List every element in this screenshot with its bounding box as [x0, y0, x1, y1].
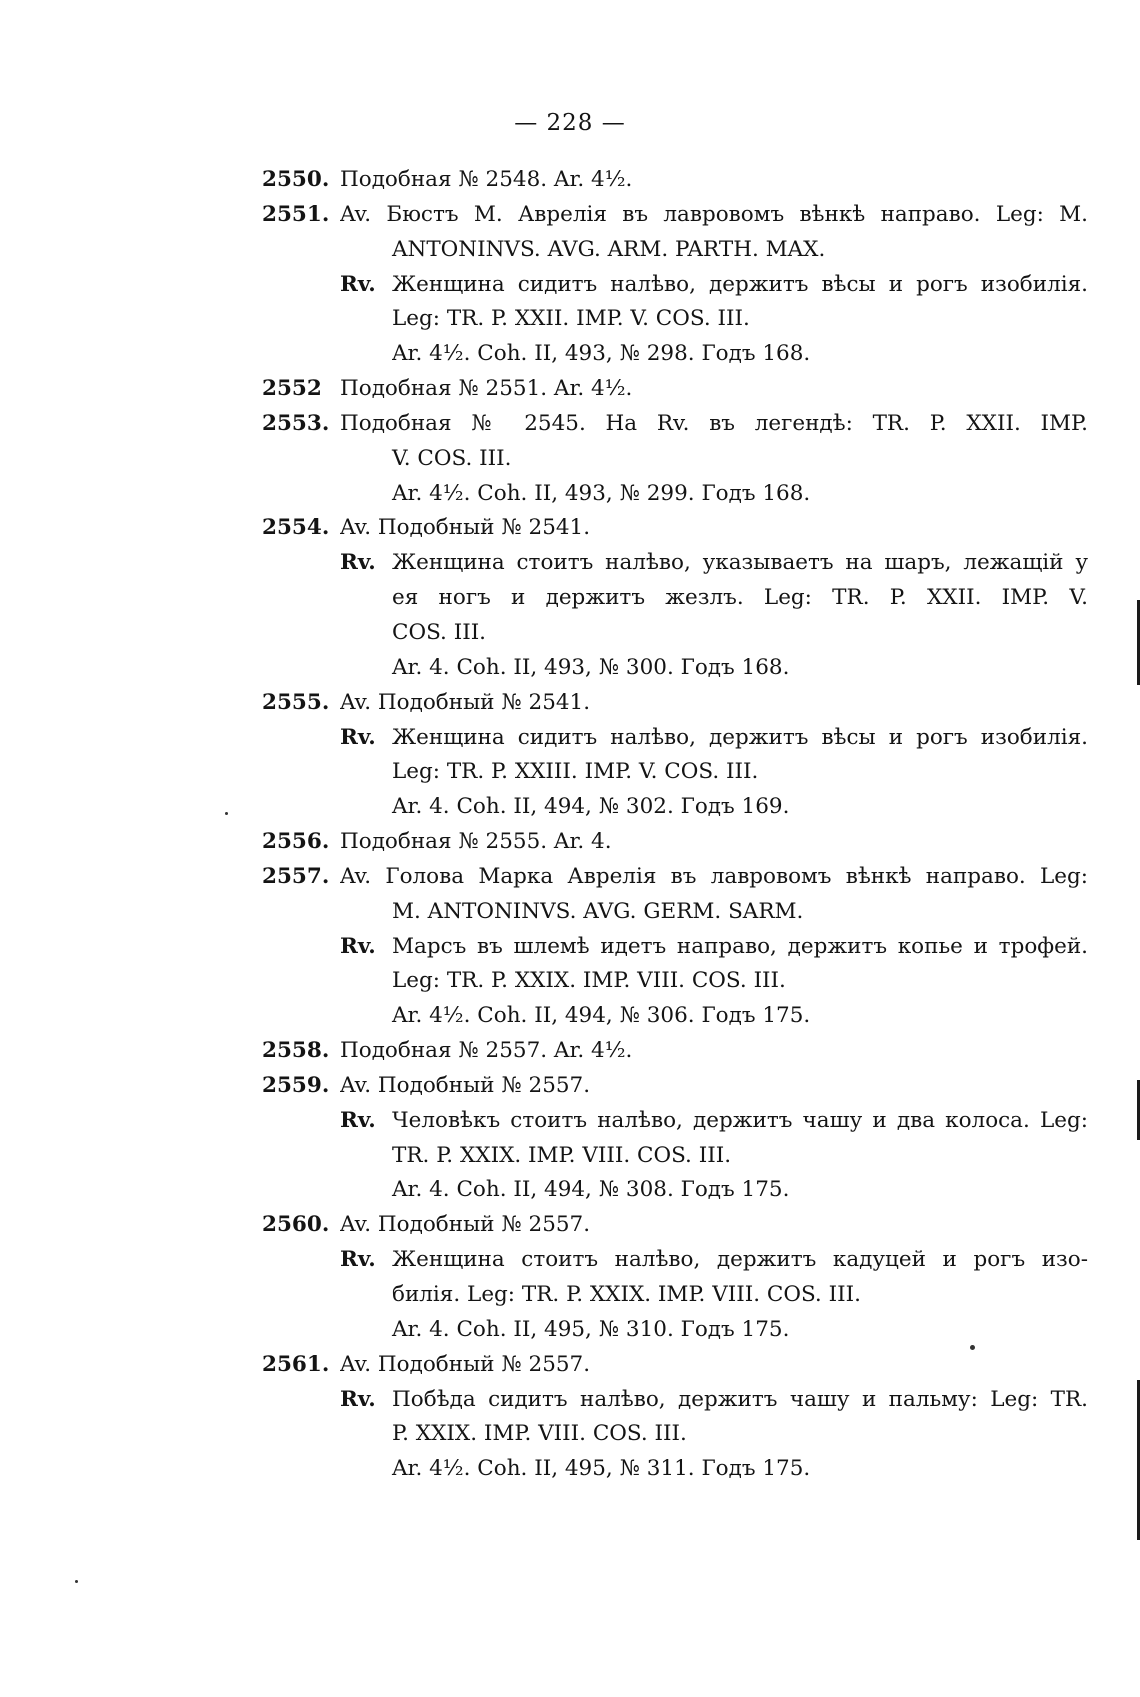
entry-number: 2561.: [262, 1351, 330, 1377]
entry-first-line: [262, 1034, 1088, 1069]
entry-number: 2558.: [262, 1038, 330, 1064]
entry-side-line: [262, 1104, 1088, 1139]
entry-continuation-line: ея ногъ и держитъ жезлъ. Leg: TR. P. XXII. IMP. V.: [392, 585, 1088, 611]
entry-first-line: [262, 198, 1088, 233]
side-label: Rv.: [340, 550, 376, 576]
side-label: Rv.: [340, 933, 376, 959]
entry-continuation-line: Ar. 4. Coh. II, 495, № 310. Годъ 175.: [392, 1316, 790, 1342]
catalogue-entry: [262, 1069, 1088, 1208]
entry-continuation-line: Ar. 4. Coh. II, 493, № 300. Годъ 168.: [392, 654, 790, 680]
entry-first-line: [262, 825, 1088, 860]
entry-side-line: [262, 721, 1088, 756]
entry-text: Ar. 4½. Coh. II, 493, № 298. Годъ 168.: [392, 341, 811, 367]
entry-first-line: [262, 686, 1088, 721]
entry-continuation-line: M. ANTONINVS. AVG. GERM. SARM.: [392, 898, 804, 924]
entry-first-line: [262, 860, 1088, 895]
entry-number: 2560.: [262, 1212, 330, 1238]
entry-number: 2553.: [262, 410, 330, 436]
entry-number: 2550.: [262, 167, 330, 192]
entry-continuation-line: Ar. 4½. Coh. II, 493, № 299. Годъ 168.: [392, 480, 811, 506]
entry-continuation-line: P. XXIX. IMP. VIII. COS. III.: [392, 1421, 687, 1447]
entry-continuation-line: Ar. 4½. Coh. II, 495, № 311. Годъ 175.: [392, 1456, 811, 1482]
catalogue-entry: [262, 1034, 1088, 1069]
catalogue-entry: [262, 860, 1088, 1034]
catalogue-entry: [262, 1348, 1088, 1487]
entry-number: 2554.: [262, 515, 330, 541]
entry-text: Женщина стоитъ налѣво, указываетъ на шаръ, лежащій у: [392, 550, 1088, 576]
catalogue-entry: [262, 372, 1088, 407]
entry-first-line: [262, 1069, 1088, 1104]
side-label: [340, 337, 392, 372]
entry-text: Av. Подобный № 2557.: [340, 1351, 591, 1377]
scan-speck: [225, 812, 228, 815]
catalogue-entry: [262, 198, 1088, 372]
catalogue-entry: [262, 1208, 1088, 1347]
entry-text: Подобная № 2555. Ar. 4.: [340, 829, 612, 855]
entry-text: Av. Бюстъ М. Аврелія въ лавровомъ вѣнкѣ направо. Leg: M.: [340, 201, 1088, 227]
entry-continuation-line: билія. Leg: TR. P. XXIX. IMP. VIII. COS. III.: [392, 1282, 861, 1307]
entry-number: 2559.: [262, 1072, 330, 1098]
entry-continuation-line: COS. III.: [392, 619, 487, 645]
entry-first-line: [262, 511, 1088, 546]
entry-text: Подобная № 2548. Ar. 4½.: [340, 167, 633, 192]
entry-side-line: [262, 546, 1088, 581]
entry-side-line: [262, 1243, 1088, 1278]
scan-speck: [970, 1345, 975, 1350]
catalogue-entry: [262, 163, 1088, 198]
catalogue-entry: [262, 686, 1088, 825]
entry-text: Av. Подобный № 2557.: [340, 1212, 591, 1238]
entry-side-line: [262, 1383, 1088, 1418]
catalogue-entries: [262, 163, 1088, 1487]
entry-continuation-line: Ar. 4. Coh. II, 494, № 302. Годъ 169.: [392, 794, 790, 820]
entry-first-line: [262, 1348, 1088, 1383]
entry-continuation-line: ANTONINVS. AVG. ARM. PARTH. MAX.: [392, 236, 826, 262]
catalogue-entry: [262, 825, 1088, 860]
entry-text: Женщина стоитъ налѣво, держитъ кадуцей и рогъ изо-: [392, 1247, 1088, 1273]
side-label: Rv.: [340, 271, 376, 297]
entry-number: 2551.: [262, 201, 330, 227]
entry-continuation-line: V. COS. III.: [392, 445, 512, 471]
entry-text: Av. Подобный № 2541.: [340, 515, 591, 541]
side-label: Rv.: [340, 724, 376, 750]
entry-continuation-line: Leg: TR. P. XXIX. IMP. VIII. COS. III.: [392, 968, 786, 994]
catalogue-entry: [262, 511, 1088, 685]
entry-first-line: [262, 1208, 1088, 1243]
page-number: — 228 —: [514, 110, 626, 136]
entry-text: Подобная № 2557. Ar. 4½.: [340, 1038, 633, 1064]
entry-text: Leg: TR. P. XXII. IMP. V. COS. III.: [392, 306, 750, 332]
catalogue-entry: [262, 407, 1088, 512]
side-label: [340, 302, 392, 337]
entry-text: Женщина сидитъ налѣво, держитъ вѣсы и рогъ изобилія.: [392, 271, 1088, 297]
entry-first-line: [262, 163, 1088, 198]
entry-number: 2557.: [262, 863, 330, 889]
entry-first-line: [262, 407, 1088, 442]
entry-text: Av. Подобный № 2557.: [340, 1072, 591, 1098]
entry-first-line: [262, 372, 1088, 407]
entry-side-line: [262, 302, 1088, 337]
entry-number: 2555.: [262, 689, 330, 715]
entry-text: Av. Подобный № 2541.: [340, 689, 591, 715]
entry-text: Марсъ въ шлемѣ идетъ направо, держитъ копье и трофей.: [392, 933, 1088, 959]
entry-text: Подобная № 2545. На Rv. въ легендѣ: TR. P. XXII. IMP.: [340, 410, 1088, 436]
side-label: Rv.: [340, 1107, 376, 1133]
side-label: Rv.: [340, 1247, 376, 1273]
entry-number: 2552: [262, 376, 322, 402]
entry-side-line: [262, 337, 1088, 372]
entry-text: Av. Голова Марка Аврелія въ лавровомъ вѣнкѣ направо. Leg:: [340, 863, 1088, 889]
entry-text: Женщина сидитъ налѣво, держитъ вѣсы и рогъ изобилія.: [392, 724, 1088, 750]
entry-side-line: [262, 268, 1088, 303]
entry-text: Побѣда сидитъ налѣво, держитъ чашу и пальму: Leg: TR.: [392, 1386, 1088, 1412]
entry-continuation-line: Ar. 4. Coh. II, 494, № 308. Годъ 175.: [392, 1177, 790, 1203]
entry-text: Человѣкъ стоитъ налѣво, держитъ чашу и два колоса. Leg:: [392, 1107, 1088, 1133]
entry-continuation-line: TR. P. XXIX. IMP. VIII. COS. III.: [392, 1142, 732, 1168]
entry-continuation-line: Ar. 4½. Coh. II, 494, № 306. Годъ 175.: [392, 1003, 811, 1029]
side-label: Rv.: [340, 1386, 376, 1412]
entry-side-line: [262, 930, 1088, 965]
entry-text: Подобная № 2551. Ar. 4½.: [340, 376, 633, 402]
entry-number: 2556.: [262, 829, 330, 855]
entry-continuation-line: Leg: TR. P. XXIII. IMP. V. COS. III.: [392, 759, 759, 785]
scan-speck: [75, 1580, 78, 1583]
